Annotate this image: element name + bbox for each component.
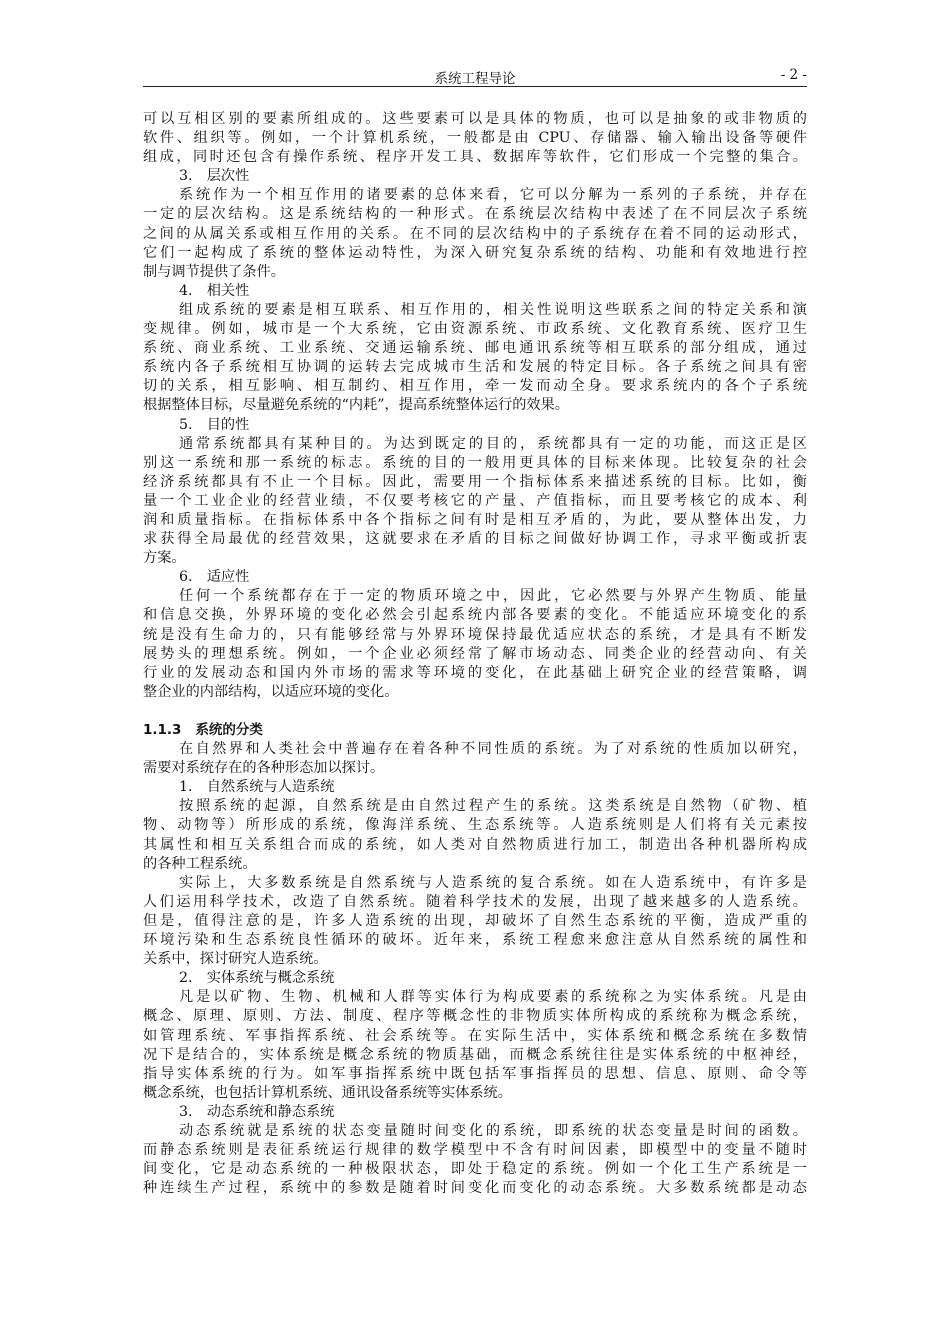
- list-heading: 1. 自然系统与人造系统: [179, 779, 335, 796]
- text-line: 凡是以矿物、生物、机械和人群等实体行为构成要素的系统称之为实体系统。凡是由: [179, 989, 807, 1006]
- text-line: 经济系统都具有不止一个目标。因此，需要用一个指标体系来描述系统的目标。比如，衡: [143, 473, 807, 490]
- text-line: 方案。: [143, 550, 186, 567]
- text-line: 动态系统就是系统的状态变量随时间变化的系统，即系统的状态变量是时间的函数。: [179, 1122, 807, 1139]
- page-header: [143, 66, 807, 87]
- text-line: 需要对系统存在的各种形态加以探讨。: [143, 760, 385, 777]
- text-line: 物、动物等）所形成的系统，像海洋系统、生态系统等。人造系统则是人们将有关元素按: [143, 817, 807, 834]
- text-line: 任何一个系统都存在于一定的物质环境之中，因此，它必然要与外界产生物质、能量: [179, 588, 807, 605]
- text-line: 整企业的内部结构，以适应环境的变化。: [143, 683, 399, 700]
- text-line: 况下是结合的，实体系统是概念系统的物质基础，而概念系统往往是实体系统的中枢神经，: [143, 1046, 807, 1063]
- list-heading: 6. 适应性: [179, 569, 250, 586]
- text-line: 一定的层次结构。这是系统结构的一种形式。在系统层次结构中表述了在不同层次子系统: [143, 206, 807, 223]
- text-line: 润和质量指标。在指标体系中各个指标之间有时是相互矛盾的，为此，要从整体出发，力: [143, 511, 807, 528]
- page-number: - 2 -: [780, 67, 807, 83]
- text-line: 根据整体目标，尽量避免系统的“内耗”，提高系统整体运行的效果。: [143, 397, 569, 414]
- section-title: 系统的分类: [195, 722, 263, 738]
- text-line: 统是没有生命力的，只有能够经常与外界环境保持最优适应状态的系统，才是具有不断发: [143, 626, 807, 643]
- text-line: 指导实体系统的行为。如军事指挥系统中既包括军事指挥员的思想、信息、原则、命令等: [143, 1065, 807, 1082]
- text-line: 和信息交换，外界环境的变化必然会引起系统内部各要素的变化。不能适应环境变化的系: [143, 607, 807, 624]
- text-line: 制与调节提供了条件。: [143, 263, 285, 280]
- text-line: 环境污染和生态系统良性循环的破坏。近年来，系统工程愈来愈注意从自然系统的属性和: [143, 932, 807, 949]
- text-line: 种连续生产过程，系统中的参数是随着时间变化而变化的动态系统。大多数系统都是动态: [143, 1180, 807, 1197]
- text-line: 求获得全局最优的经营效果，这就要求在矛盾的目标之间做好协调工作，寻求平衡或折衷: [143, 531, 807, 548]
- text-line: 其属性和相互关系组合而成的系统，如人类对自然物质进行加工，制造出各种机器所构成: [143, 836, 807, 853]
- text-line: 通常系统都具有某种目的。为达到既定的目的，系统都具有一定的功能，而这正是区: [179, 435, 807, 452]
- text-line: 切的关系，相互影响、相互制约、相互作用，牵一发而动全身。要求系统内的各个子系统: [143, 378, 807, 395]
- list-heading: 2. 实体系统与概念系统: [179, 970, 335, 987]
- text-line: 行业的发展动态和国内外市场的需求等环境的变化，在此基础上研究企业的经营策略，调: [143, 664, 807, 681]
- section-heading: [143, 721, 807, 740]
- text-line: 它们一起构成了系统的整体运动特性，为深入研究复杂系统的结构、功能和有效地进行控: [143, 244, 807, 261]
- body-text: [143, 110, 807, 1198]
- list-heading: 4. 相关性: [179, 282, 250, 299]
- text-line: 概念系统，也包括计算机系统、通讯设备系统等实体系统。: [143, 1084, 512, 1101]
- text-line: 别这一系统和那一系统的标志。系统的目的一般用更具体的目标来体现。比较复杂的社会: [143, 454, 807, 471]
- text-line: 人们运用科学技术，改造了自然系统。随着科学技术的发展，出现了越来越多的人造系统。: [143, 893, 807, 910]
- list-heading: 3. 层次性: [179, 168, 250, 185]
- text-line: 系统内各子系统相互协调的运转去完成城市生活和发展的特定目标。各子系统之间具有密: [143, 359, 807, 376]
- blank-line: [143, 702, 807, 721]
- text-line: 组成，同时还包含有操作系统、程序开发工具、数据库等软件，它们形成一个完整的集合。: [143, 149, 807, 166]
- text-line: 按照系统的起源，自然系统是由自然过程产生的系统。这类系统是自然物（矿物、植: [179, 798, 807, 815]
- text-line: 而静态系统则是表征系统运行规律的数学模型中不含有时间因素，即模型中的变量不随时: [143, 1142, 807, 1159]
- section-number: 1.1.3: [143, 722, 182, 738]
- list-heading: 3. 动态系统和静态系统: [179, 1103, 335, 1120]
- text-line: 系统作为一个相互作用的诸要素的总体来看，它可以分解为一系列的子系统，并存在: [179, 187, 807, 204]
- list-heading: 5. 目的性: [179, 416, 250, 433]
- text-line: 如管理系统、军事指挥系统、社会系统等。在实际生活中，实体系统和概念系统在多数情: [143, 1027, 807, 1044]
- text-line: 量一个工业企业的经营业绩，不仅要考核它的产量、产值指标，而且要考核它的成本、利: [143, 492, 807, 509]
- text-line: 展势头的理想系统。例如，一个企业必须经常了解市场动态、同类企业的经营动向、有关: [143, 645, 807, 662]
- text-line: 组成系统的要素是相互联系、相互作用的，相关性说明这些联系之间的特定关系和演: [179, 301, 807, 318]
- text-line: 之间的从属关系或相互作用的关系。在不同的层次结构中的子系统存在着不同的运动形式，: [143, 225, 807, 242]
- text-line: 间变化，它是动态系统的一种极限状态，即处于稳定的系统。例如一个化工生产系统是一: [143, 1161, 807, 1178]
- text-line: 实际上，大多数系统是自然系统与人造系统的复合系统。如在人造系统中，有许多是: [179, 874, 807, 891]
- running-title: 系统工程导论: [434, 71, 516, 87]
- text-line: 软件、组织等。例如，一个计算机系统，一般都是由 CPU、存储器、输入输出设备等硬件: [143, 130, 807, 147]
- text-line: 在自然界和人类社会中普遍存在着各种不同性质的系统。为了对系统的性质加以研究，: [179, 741, 807, 758]
- text-line: 关系中，探讨研究人造系统。: [143, 951, 328, 968]
- text-line: 变规律。例如，城市是一个大系统，它由资源系统、市政系统、文化教育系统、医疗卫生: [143, 321, 807, 338]
- text-line: 概念、原理、原则、方法、制度、程序等概念性的非物质实体所构成的系统称为概念系统，: [143, 1008, 807, 1025]
- text-line: 的各种工程系统。: [143, 855, 257, 872]
- text-line: 可以互相区别的要素所组成的。这些要素可以是具体的物质，也可以是抽象的或非物质的: [143, 111, 807, 127]
- text-line: 但是，值得注意的是，许多人造系统的出现，却破坏了自然生态系统的平衡，造成严重的: [143, 912, 807, 929]
- text-line: 系统、商业系统、工业系统、交通运输系统、邮电通讯系统等相互联系的部分组成，通过: [143, 340, 807, 357]
